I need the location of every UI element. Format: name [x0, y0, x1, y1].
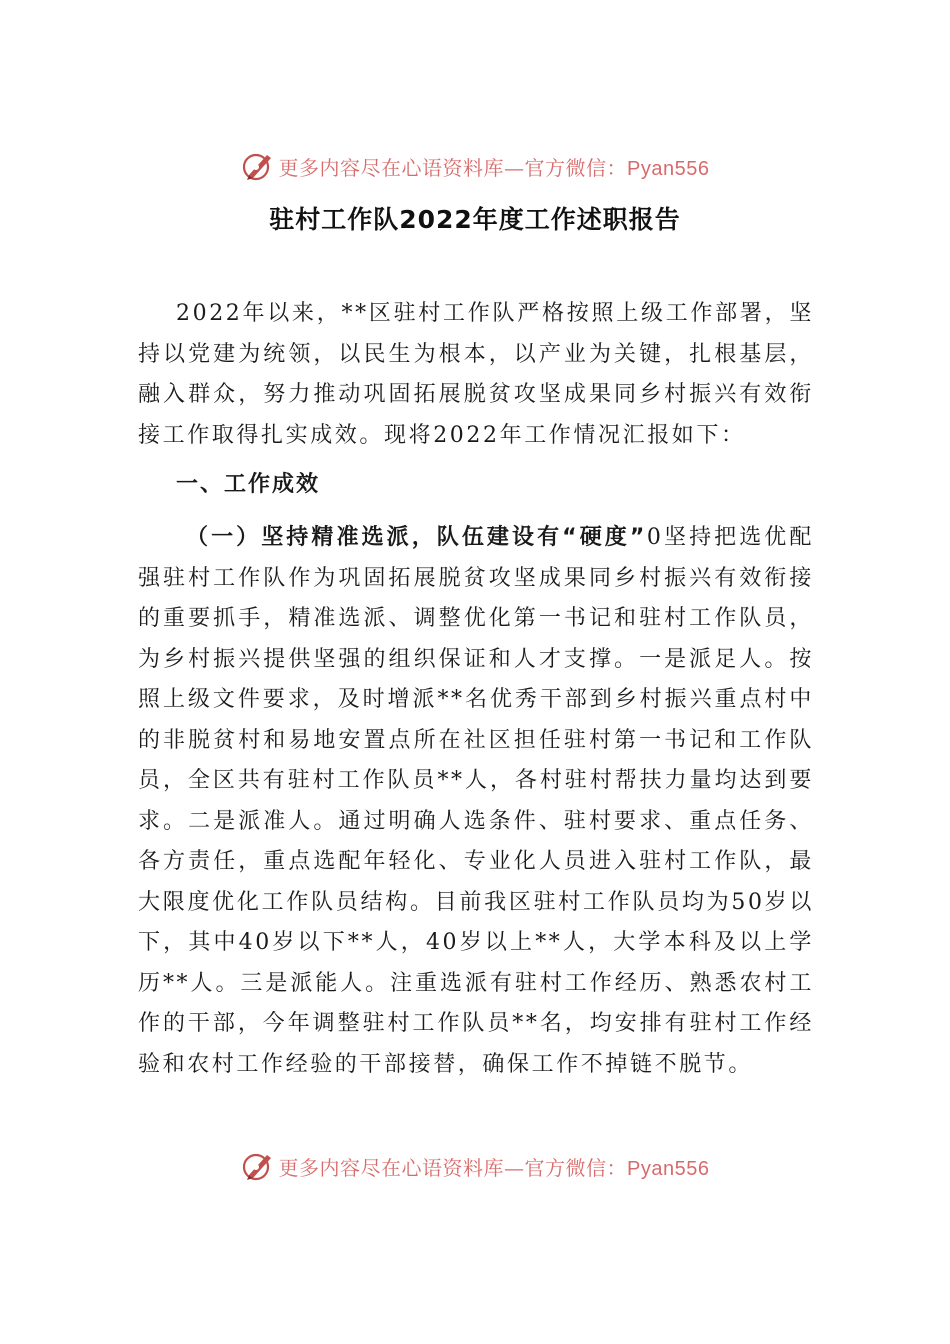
subsection-body: 0坚持把选优配强驻村工作队作为巩固拓展脱贫攻坚成果同乡村振兴有效衔接的重要抓手，精准选派、调整优化第一书记和驻村工作队员，为乡村振兴提供坚强的组织保证和人才支撑。一是派足人。按照上级文件要求，及时增派**名优秀干部到乡村振兴重点村中的非脱贫村和易地安置点所在社区担任驻村第一书记和工作队员，全区共有驻村工作队员**人，各村驻村帮扶力量均达到要求。二是派准人。通过明确人选条件、驻村要求、重点任务、各方责任，重点选配年轻化、专业化人员进入驻村工作队，最大限度优化工作队员结构。目前我区驻村工作队员均为50岁以下，其中40岁以下**人，40岁以上**人，大学本科及以上学历**人。三是派能人。注重选派有驻村工作经历、熟悉农村工作的干部，今年调整驻村工作队员**名，均安排有驻村工作经验和农村工作经验的干部接替，确保工作不掉链不脱节。: [138, 525, 814, 1077]
pen-circle-logo-icon: [241, 149, 275, 183]
intro-paragraph: 2022年以来，**区驻村工作队严格按照上级工作部署，坚持以党建为统领，以民生为根本，以产业为关键，扎根基层，融入群众，努力推动巩固拓展脱贫攻坚成果同乡村振兴有效衔接工作取得扎实成效。现将2022年工作情况汇报如下：: [138, 301, 814, 448]
watermark-header: [0, 146, 950, 186]
pen-circle-logo-icon: [241, 1149, 275, 1183]
subsection-paragraph: [138, 518, 814, 1085]
watermark-text: 更多内容尽在心语资料库—官方微信：Pyan556: [278, 155, 710, 180]
document-title: 驻村工作队2022年度工作述职报告: [269, 205, 681, 234]
section-heading: 一、工作成效: [176, 472, 321, 497]
subsection-lead: （一）坚持精准选派，队伍建设有“硬度”: [186, 525, 647, 550]
watermark-footer: [0, 1146, 950, 1186]
watermark-text: 更多内容尽在心语资料库—官方微信：Pyan556: [278, 1155, 710, 1180]
